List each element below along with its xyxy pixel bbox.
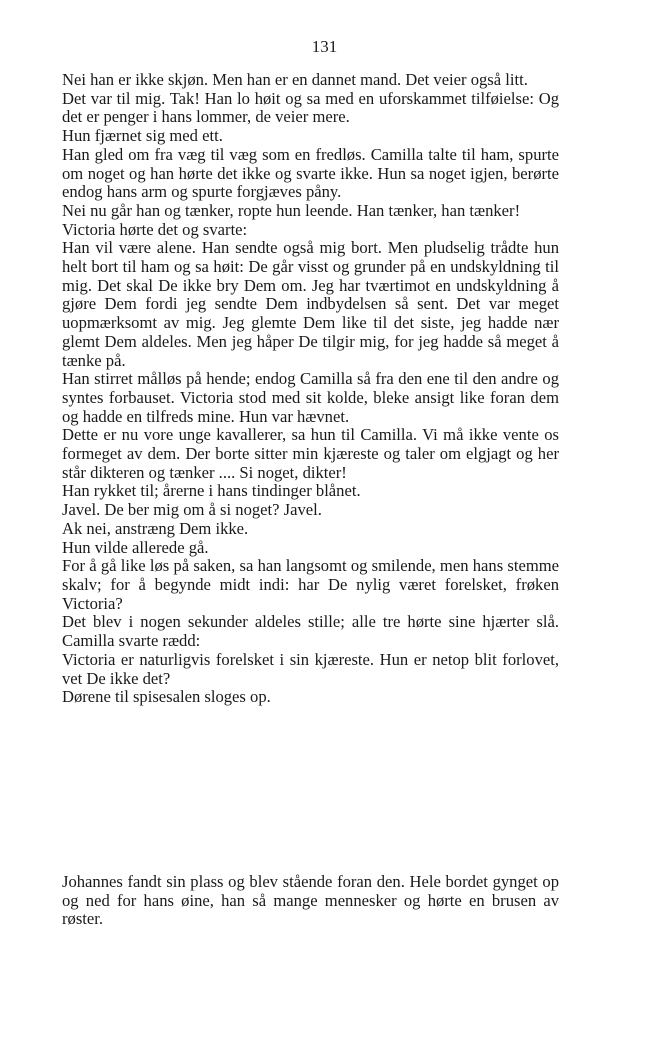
paragraph: Han vil være alene. Han sendte også mig bort. Men pludselig trådte hun helt bort til ham og sa høit: De går visst og grunder på en undskyldning til mig. Det skal De ikke bry Dem om. Jeg har tværtimot en undskyldning å gjøre Dem fordi jeg sendte Dem indbydelsen så sent. Det var meget uopmærksomt av mig. Jeg glemte Dem like til det siste, jeg hadde nær glemt Dem aldeles. Men jeg håper De tilgir mig, for jeg hadde så meget å tænke på.: [62, 238, 559, 370]
paragraph: For å gå like løs på saken, sa han langsomt og smilende, men hans stemme skalv; for å begynde midt indi: har De nylig været forelsket, frøken Victoria?: [62, 556, 559, 613]
paragraph: Nei nu går han og tænker, ropte hun leende. Han tænker, han tænker!: [62, 200, 521, 220]
paragraph: Johannes fandt sin plass og blev stående foran den. Hele bordet gynget op og ned for hans øine, han så mange mennesker og hørte en brusen av røster.: [62, 872, 559, 929]
paragraph: Victoria hørte det og svarte:: [62, 219, 248, 239]
paragraph: Nei han er ikke skjøn. Men han er en dannet mand. Det veier også litt.: [62, 70, 528, 89]
paragraph: Victoria er naturligvis forelsket i sin kjæreste. Hun er netop blit forlovet, vet De ikke det?: [62, 649, 559, 688]
paragraph: Hun vilde allerede gå.: [62, 537, 209, 557]
second-section-text: [62, 873, 559, 929]
paragraph: Han stirret målløs på hende; endog Camilla så fra den ene til den andre og syntes forbauset. Victoria stod med sit kolde, bleke ansigt like foran dem og hadde en tilfreds mine. Hun var hævnet.: [62, 369, 559, 426]
paragraph: Det blev i nogen sekunder aldeles stille; alle tre hørte sine hjærter slå. Camilla svarte rædd:: [62, 612, 559, 651]
paragraph: Ak nei, anstræng Dem ikke.: [62, 518, 249, 538]
page-number: 131: [311, 37, 338, 56]
paragraph: Hun fjærnet sig med ett.: [62, 126, 223, 146]
paragraph: Han gled om fra væg til væg som en fredløs. Camilla talte til ham, spurte om noget og han hørte det ikke og svarte ikke. Hun sa noget igjen, berørte endog hans arm og spurte forgjæves påny.: [62, 144, 559, 202]
paragraph: Det var til mig. Tak! Han lo høit og sa med en uforskammet tilføielse: Og det er penger i hans lommer, de veier mere.: [62, 88, 559, 127]
main-text: [62, 71, 559, 707]
paragraph: Javel. De ber mig om å si noget? Javel.: [62, 500, 322, 520]
paragraph: Dørene til spisesalen sloges op.: [62, 687, 271, 707]
paragraph: Dette er nu vore unge kavallerer, sa hun til Camilla. Vi må ikke vente os formeget av dem. Der borte sitter min kjæreste og taler om elgjagt og her står dikteren og tænker .... Si noget, dikter!: [62, 425, 559, 482]
paragraph: Han rykket til; årerne i hans tindinger blånet.: [62, 481, 361, 501]
